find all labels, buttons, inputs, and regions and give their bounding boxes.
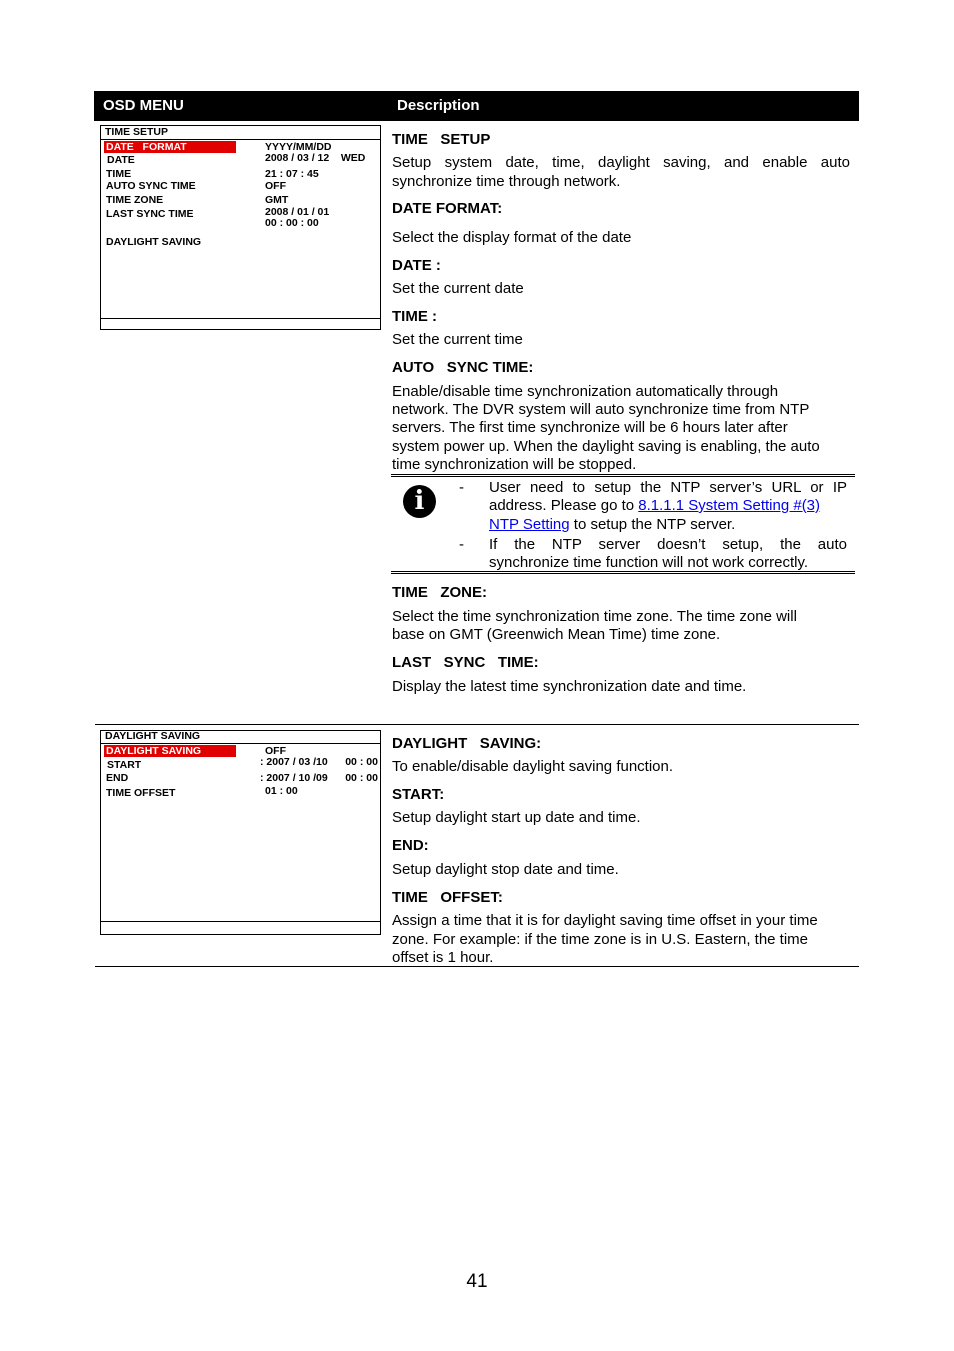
- osd-footer-divider: [101, 318, 380, 319]
- heading-date-format: DATE FORMAT:: [392, 200, 503, 217]
- text-date-format: Select the display format of the date: [392, 229, 632, 246]
- note-item1-line2: address. Please go to 8.1.1.1 System Setting #(3): [489, 497, 821, 514]
- link-ntp-setting[interactable]: NTP Setting: [489, 516, 570, 533]
- info-icon: i: [403, 485, 436, 518]
- header-right-edge: [858, 91, 859, 121]
- link-system-setting[interactable]: 8.1.1.1 System Setting #(3): [638, 497, 821, 514]
- text-time-zone-line1: Select the time synchronization time zone. The time zone will: [392, 608, 797, 625]
- note-bottom-rule: [391, 571, 855, 572]
- osd-row-end-label[interactable]: END: [106, 772, 129, 784]
- heading-time: TIME :: [392, 308, 437, 325]
- heading-time-setup: TIME SETUP: [392, 131, 491, 148]
- osd-row-last-sync-time: 00 : 00 : 00: [265, 217, 319, 229]
- osd-row-daylight-saving-label[interactable]: DAYLIGHT SAVING: [106, 236, 202, 248]
- osd-row-start-value[interactable]: : 2007 / 03 /10 00 : 00: [260, 756, 378, 768]
- note-item2-line1: If the NTP server doesn’t setup, the auto: [489, 536, 847, 553]
- text-time-setup-line1: Setup system date, time, daylight saving, and enable auto: [392, 154, 850, 171]
- text-time-offset-line2: zone. For example: if the time zone is in U.S. Eastern, the time: [392, 931, 809, 948]
- text-time-offset-line3: offset is 1 hour.: [392, 949, 494, 966]
- osd-time-setup-panel: [100, 125, 381, 330]
- heading-last-sync-time: LAST SYNC TIME:: [392, 654, 539, 671]
- osd-row-daylight-saving-label[interactable]: DAYLIGHT SAVING: [106, 745, 202, 757]
- osd-footer-divider: [101, 921, 380, 922]
- osd-row-auto-sync-label[interactable]: AUTO SYNC TIME: [106, 180, 196, 192]
- osd-row-date-format-value[interactable]: YYYY/MM/DD: [265, 141, 332, 153]
- note-bullet-1: -: [459, 479, 464, 496]
- osd-row-start-label[interactable]: START: [107, 759, 142, 771]
- osd-row-date-value[interactable]: 2008 / 03 / 12 WED: [265, 152, 366, 164]
- text-end: Setup daylight stop date and time.: [392, 861, 619, 878]
- heading-start: START:: [392, 786, 445, 803]
- text-last-sync-time: Display the latest time synchronization date and time.: [392, 678, 747, 695]
- osd-title-divider: [101, 743, 380, 744]
- text-auto-sync-line5: time synchronization will be stopped.: [392, 456, 637, 473]
- page-number: 41: [466, 1271, 488, 1292]
- text-time: Set the current time: [392, 331, 523, 348]
- note-item1-line3: NTP Setting to setup the NTP server.: [489, 516, 736, 533]
- osd-row-last-sync-label: LAST SYNC TIME: [106, 208, 194, 220]
- heading-time-offset: TIME OFFSET:: [392, 889, 503, 906]
- osd-row-time-zone-value[interactable]: GMT: [265, 194, 289, 206]
- header-divider: [94, 120, 859, 121]
- heading-daylight-saving: DAYLIGHT SAVING:: [392, 735, 542, 752]
- note-top-rule-2: [391, 476, 855, 477]
- header-osd-menu: OSD MENU: [103, 97, 184, 114]
- text-auto-sync-line1: Enable/disable time synchronization automatically through: [392, 383, 779, 400]
- osd-row-daylight-saving-value[interactable]: OFF: [265, 745, 286, 757]
- note-item1-line1: User need to setup the NTP server’s URL or IP: [489, 479, 847, 496]
- osd-row-date-format-label[interactable]: DATE FORMAT: [106, 141, 187, 153]
- text-start: Setup daylight start up date and time.: [392, 809, 641, 826]
- osd-row-last-sync-date: 2008 / 01 / 01: [265, 206, 330, 218]
- heading-end: END:: [392, 837, 429, 854]
- osd-row-end-value[interactable]: : 2007 / 10 /09 00 : 00: [260, 772, 378, 784]
- note-top-rule: [391, 474, 855, 475]
- text-auto-sync-line2: network. The DVR system will auto synchronize time from NTP: [392, 401, 810, 418]
- text-time-offset-line1: Assign a time that it is for daylight saving time offset in your time: [392, 912, 818, 929]
- note-bottom-rule-2: [391, 573, 855, 574]
- header-description: Description: [397, 97, 480, 114]
- note-bullet-2: -: [459, 536, 464, 553]
- osd-row-auto-sync-value[interactable]: OFF: [265, 180, 286, 192]
- osd-row-time-offset-value[interactable]: 01 : 00: [265, 785, 298, 797]
- row-divider: [95, 724, 859, 725]
- osd-row-time-label[interactable]: TIME: [106, 168, 132, 180]
- osd-row-time-zone-label[interactable]: TIME ZONE: [106, 194, 164, 206]
- osd-row-time-value[interactable]: 21 : 07 : 45: [265, 168, 319, 180]
- osd-title-divider: [101, 139, 380, 140]
- text-daylight-saving: To enable/disable daylight saving function.: [392, 758, 674, 775]
- heading-auto-sync-time: AUTO SYNC TIME:: [392, 359, 534, 376]
- table-bottom-rule: [95, 966, 859, 967]
- osd-row-date-label[interactable]: DATE: [107, 154, 135, 166]
- heading-time-zone: TIME ZONE:: [392, 584, 487, 601]
- note-item2-line2: synchronize time function will not work correctly.: [489, 554, 808, 571]
- osd-panel-title: TIME SETUP: [105, 126, 169, 138]
- heading-date: DATE :: [392, 257, 441, 274]
- text-auto-sync-line4: system power up. When the daylight saving is enabling, the auto: [392, 438, 820, 455]
- osd-daylight-saving-panel: [100, 730, 381, 935]
- text-date: Set the current date: [392, 280, 524, 297]
- osd-row-time-offset-label[interactable]: TIME OFFSET: [106, 787, 176, 799]
- osd-panel-title: DAYLIGHT SAVING: [105, 730, 201, 742]
- table-header: [94, 91, 859, 120]
- text-auto-sync-line3: servers. The first time synchronize will be 6 hours later after: [392, 419, 788, 436]
- text-time-setup-line2: synchronize time through network.: [392, 173, 621, 190]
- text-time-zone-line2: base on GMT (Greenwich Mean Time) time zone.: [392, 626, 721, 643]
